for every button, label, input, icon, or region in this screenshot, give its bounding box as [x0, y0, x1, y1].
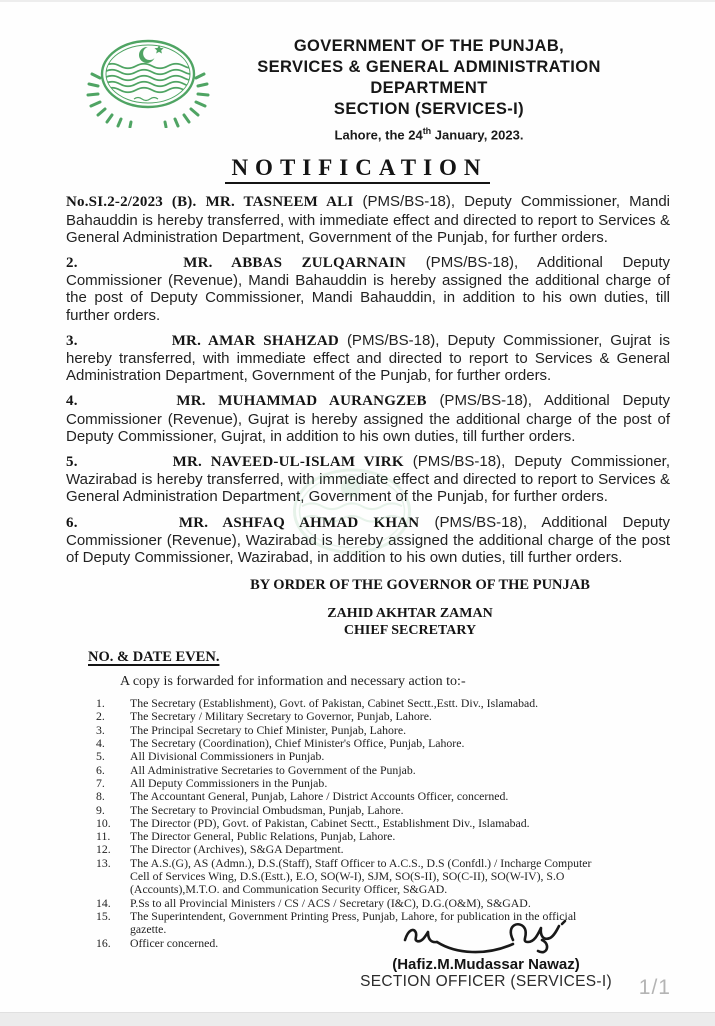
item-text: The Secretary / Military Secretary to Governor, Punjab, Lahore. [130, 709, 432, 724]
paragraph-6 [66, 514, 670, 567]
paragraph-text: (PMS/BS-18), Deputy Commissioner, Wazirabad is hereby transferred, with immediate effect and directed to report to Services & General Administration Department, Government of the Punjab, for further orders. [66, 452, 670, 506]
page-indicator: 1/1 [638, 976, 671, 999]
paragraph-text: (PMS/BS-18), Deputy Commissioner, Mandi Bahauddin is hereby transferred, with immediate effect and directed to report to Services & General Administration Department, Government of the Punjab, for further orders. [66, 193, 671, 246]
item-number: 14. [96, 895, 111, 910]
paragraph-3 [66, 332, 670, 385]
officer-name: MR. AMAR SHAHZAD [171, 332, 339, 349]
org-name-line: GOVERNMENT OF THE PUNJAB, [293, 37, 565, 55]
paragraph-text: (PMS/BS-18), Additional Deputy Commissioner (Revenue), Wazirabad is hereby assigned the additional charge of the post of Deputy Commissioner, Wazirabad, in addition to his own duties, till further orders. [66, 513, 671, 566]
item-number: 3. [96, 722, 105, 737]
item-number: 10. [96, 815, 111, 830]
handwritten-signature-icon [391, 918, 581, 960]
item-text: All Divisional Commissioners in Punjab. [130, 749, 325, 764]
signature-title: SECTION OFFICER (SERVICES-I) [360, 973, 612, 990]
officer-name: MR. MUHAMMAD AURANGZEB [176, 393, 427, 410]
paragraph-4 [66, 392, 670, 445]
item-text: All Deputy Commissioners in the Punjab. [130, 775, 328, 790]
item-number: 11. [96, 829, 111, 844]
list-item [96, 804, 670, 817]
forwarding-line: A copy is forwarded for information and necessary action to:- [120, 674, 466, 690]
item-number: 9. [96, 802, 105, 817]
item-number: 13. [96, 855, 111, 870]
serial-number: 2. [66, 254, 78, 271]
serial-number: 3. [66, 332, 78, 349]
item-text: P.Ss to all Provincial Ministers / CS / ACS / Secretary (I&C), D.G.(O&M), S&GAD. [130, 895, 531, 910]
notification-number: No.SI.2-2/2023 (B). [66, 194, 197, 211]
paragraph-text: (PMS/BS-18), Deputy Commissioner, Gujrat is hereby transferred, with immediate effect and directed to report to Services & General Administration Department, Government of the Punjab, for further orders. [66, 331, 671, 385]
item-number: 2. [96, 709, 105, 724]
list-item [96, 737, 670, 750]
list-item [96, 764, 670, 777]
paragraph-2 [66, 254, 670, 324]
notification-body [66, 193, 670, 950]
by-order-line: BY ORDER OF THE GOVERNOR OF THE PUNJAB [250, 577, 590, 594]
item-number: 4. [96, 736, 105, 751]
paragraph-5 [66, 453, 670, 506]
date-prefix: Lahore, the 24 [334, 127, 423, 143]
page-title: NOTIFICATION [225, 155, 489, 184]
serial-number: 6. [66, 514, 78, 531]
paragraph-text: (PMS/BS-18), Additional Deputy Commissioner (Revenue), Mandi Bahauddin is hereby assigned the additional charge of the post of Deputy Commissioner, Mandi Bahauddin, in addition to his own duties, till further orders. [66, 253, 670, 324]
item-text: The Principal Secretary to Chief Minister, Punjab, Lahore. [130, 722, 407, 737]
date-line [248, 126, 610, 142]
org-name-line: DEPARTMENT [370, 79, 488, 97]
serial-number: 4. [66, 393, 78, 410]
signatory-block [66, 606, 670, 639]
item-number: 6. [96, 762, 105, 777]
item-text: Officer concerned. [130, 935, 219, 950]
item-text: All Administrative Secretaries to Government of the Punjab. [130, 762, 416, 777]
org-name-line: SERVICES & GENERAL ADMINISTRATION [257, 58, 601, 76]
list-item [96, 857, 670, 897]
letterhead [248, 2, 610, 142]
list-item [96, 843, 670, 856]
list-item [96, 830, 670, 843]
item-text: The Accountant General, Punjab, Lahore / District Accounts Officer, concerned. [130, 789, 509, 804]
item-text: The A.S.(G), AS (Admn.), D.S.(Staff), Staff Officer to A.C.S., D.S (Confdl.) / Incharge Computer Cell of Services Wing, D.S.(Estt.), E.O, SO(W-I), SJM, SO(S-II), SO(C-II), SO(W-IV), S.O (Accounts),M.T.O. and Communication Security Officer, S&GAD. [130, 855, 592, 897]
officer-name: MR. NAVEED-UL-ISLAM VIRK [172, 453, 404, 470]
list-item [96, 697, 670, 710]
list-item [96, 777, 670, 790]
signature-name: (Hafiz.M.Mudassar Nawaz) [392, 956, 580, 973]
item-number: 1. [96, 696, 105, 711]
item-number: 5. [96, 749, 105, 764]
item-text: The Director General, Public Relations, Punjab, Lahore. [130, 829, 396, 844]
date-suffix: January, 2023. [431, 127, 524, 143]
endorsement-heading: NO. & DATE EVEN. [88, 649, 220, 666]
item-text: The Secretary (Coordination), Chief Minister's Office, Punjab, Lahore. [130, 736, 465, 751]
item-text: The Superintendent, Government Printing Press, Punjab, Lahore, for publication in the official gazette. [130, 908, 577, 937]
signatory-name: ZAHID AKHTAR ZAMAN [327, 606, 493, 622]
serial-number: 5. [66, 453, 78, 470]
date-ordinal: th [422, 126, 432, 136]
officer-name: MR. TASNEEM ALI [205, 194, 354, 211]
list-item [96, 750, 670, 763]
item-text: The Secretary to Provincial Ombudsman, Punjab, Lahore. [130, 802, 404, 817]
list-item [96, 790, 670, 803]
item-number: 7. [96, 775, 105, 790]
list-item [96, 710, 670, 723]
paragraph-1 [66, 193, 670, 246]
paragraph-text: (PMS/BS-18), Additional Deputy Commissioner (Revenue), Gujrat is hereby assigned the additional charge of the post of Deputy Commissioner, Gujrat, in addition to his own duties, till further orders. [66, 392, 671, 445]
item-number: 15. [96, 908, 111, 923]
signatory-title: CHIEF SECRETARY [343, 622, 477, 638]
org-name-line: SECTION (SERVICES-I) [333, 100, 525, 118]
item-text: The Director (PD), Govt. of Pakistan, Cabinet Sectt., Establishment Div., Islamabad. [130, 815, 530, 830]
list-item [96, 724, 670, 737]
list-item [96, 817, 670, 830]
officer-name: MR. ASHFAQ AHMAD KHAN [178, 514, 420, 531]
punjab-government-logo-icon [84, 30, 216, 128]
distribution-list [96, 697, 670, 950]
item-number: 8. [96, 789, 105, 804]
item-number: 16. [96, 935, 111, 950]
signature-block [328, 918, 644, 991]
officer-name: MR. ABBAS ZULQARNAIN [183, 254, 407, 271]
item-text: The Director (Archives), S&GA Department. [130, 842, 344, 857]
item-text: The Secretary (Establishment), Govt. of Pakistan, Cabinet Sectt.,Estt. Div., Islamabad. [130, 696, 539, 711]
list-item [96, 897, 670, 910]
item-number: 12. [96, 842, 111, 857]
